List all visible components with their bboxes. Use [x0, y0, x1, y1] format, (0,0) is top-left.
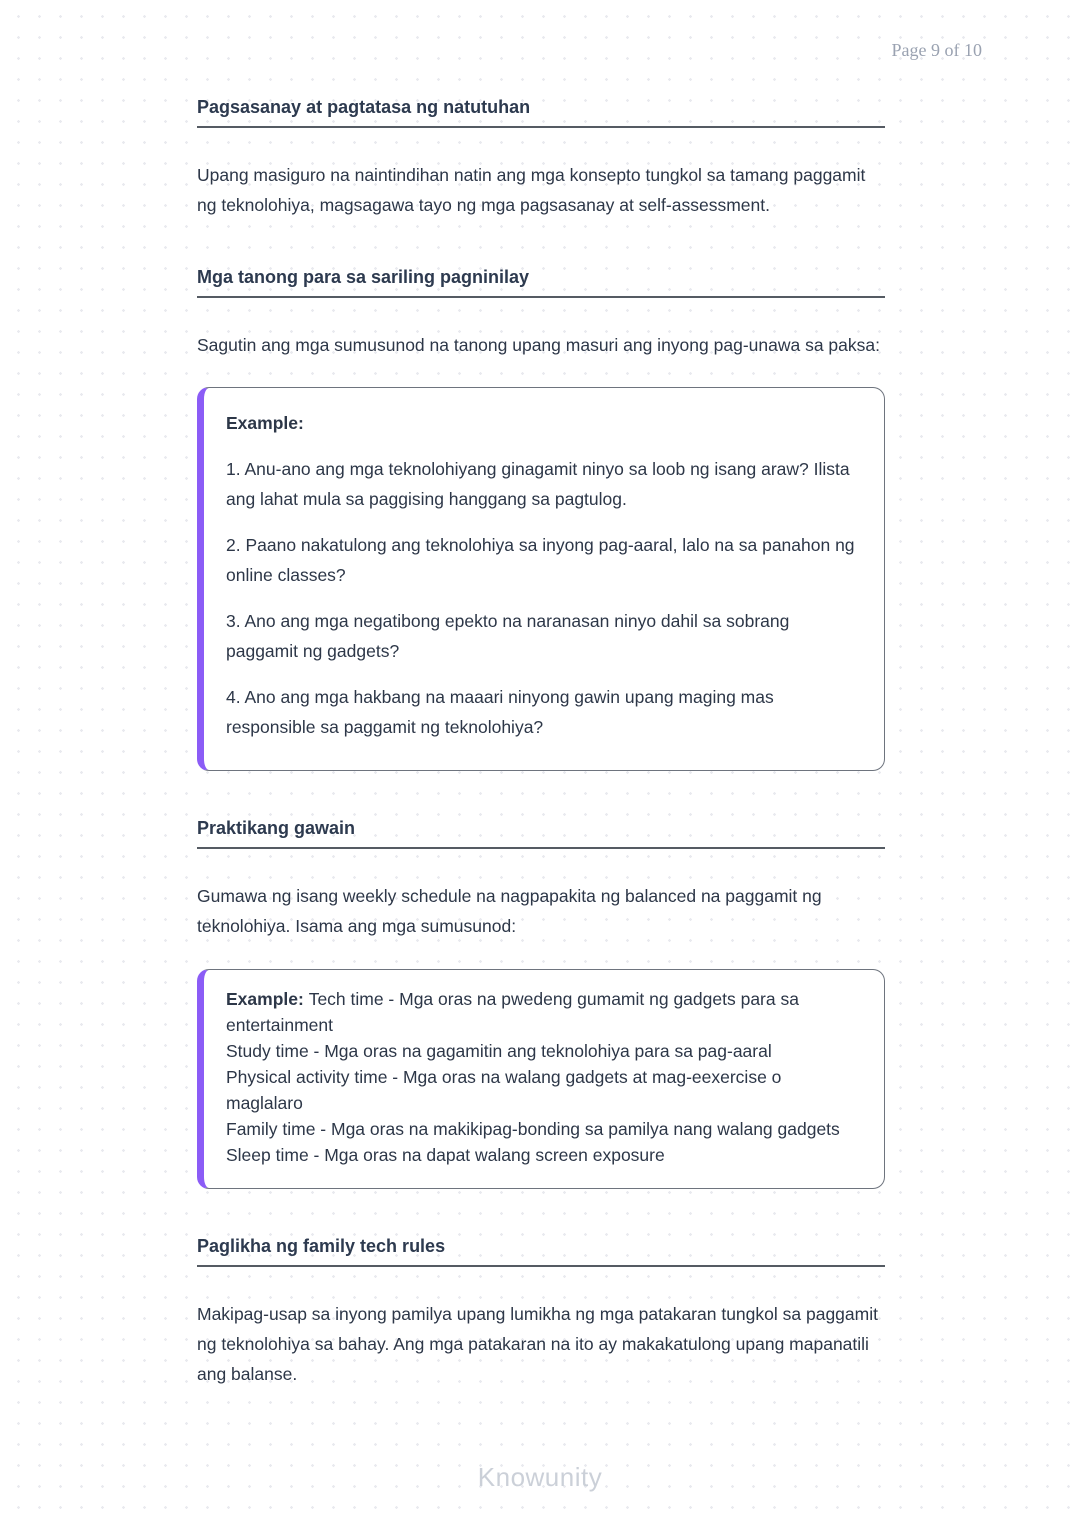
example-schedule-family-time: Family time - Mga oras na makikipag-bonding sa pamilya nang walang gadgets	[226, 1119, 840, 1139]
section-title-family-rules: Paglikha ng family tech rules	[197, 1235, 885, 1267]
example-box-reflection-questions	[197, 387, 885, 771]
example-item-1: 1. Anu-ano ang mga teknolohiyang ginagamit ninyo sa loob ng isang araw? Ilista ang lahat mula sa paggising hanggang sa pagtulog.	[226, 459, 850, 509]
example-schedule-intro: Tech time - Mga oras na pwedeng gumamit ng gadgets para sa entertainment	[226, 989, 799, 1035]
example-box-label: Example:	[226, 413, 304, 433]
section-body-practice: Upang masiguro na naintindihan natin ang mga konsepto tungkol sa tamang paggamit ng teknolohiya, magsagawa tayo ng mga pagsasanay at self-assessment.	[197, 165, 866, 215]
example-item-2: 2. Paano nakatulong ang teknolohiya sa inyong pag-aaral, lalo na sa panahon ng online classes?	[226, 535, 855, 585]
example-item-4: 4. Ano ang mga hakbang na maaari ninyong gawin upang maging mas responsible sa paggamit ng teknolohiya?	[226, 687, 774, 737]
section-body-family-rules: Makipag-usap sa inyong pamilya upang lumikha ng mga patakaran tungkol sa paggamit ng teknolohiya sa bahay. Ang mga patakaran na ito ay makakatulong upang mapanatili ang balanse.	[197, 1304, 878, 1384]
example-schedule-sleep-time: Sleep time - Mga oras na dapat walang screen exposure	[226, 1145, 665, 1165]
page-indicator: Page 9 of 10	[891, 40, 982, 60]
example-schedule-study-time: Study time - Mga oras na gagamitin ang teknolohiya para sa pag-aaral	[226, 1041, 772, 1061]
example-box-label: Example:	[226, 989, 309, 1009]
section-title-reflection: Mga tanong para sa sariling pagninilay	[197, 266, 885, 298]
section-title-practical: Praktikang gawain	[197, 817, 885, 849]
example-item-3: 3. Ano ang mga negatibong epekto na naranasan ninyo dahil sa sobrang paggamit ng gadgets?	[226, 611, 790, 661]
section-body-reflection: Sagutin ang mga sumusunod na tanong upang masuri ang inyong pag-unawa sa paksa:	[197, 335, 880, 355]
example-box-weekly-schedule	[197, 969, 885, 1189]
example-schedule-intro-line	[226, 986, 858, 1038]
example-schedule-physical-activity-time: Physical activity time - Mga oras na walang gadgets at mag-eexercise o maglalaro	[226, 1067, 782, 1113]
brand-logo-text: Knowunity	[477, 1462, 603, 1492]
section-title-practice: Pagsasanay at pagtatasa ng natutuhan	[197, 96, 885, 128]
section-body-practical: Gumawa ng isang weekly schedule na nagpapakita ng balanced na paggamit ng teknolohiya. Isama ang mga sumusunod:	[197, 886, 822, 936]
document-content	[197, 96, 885, 1389]
